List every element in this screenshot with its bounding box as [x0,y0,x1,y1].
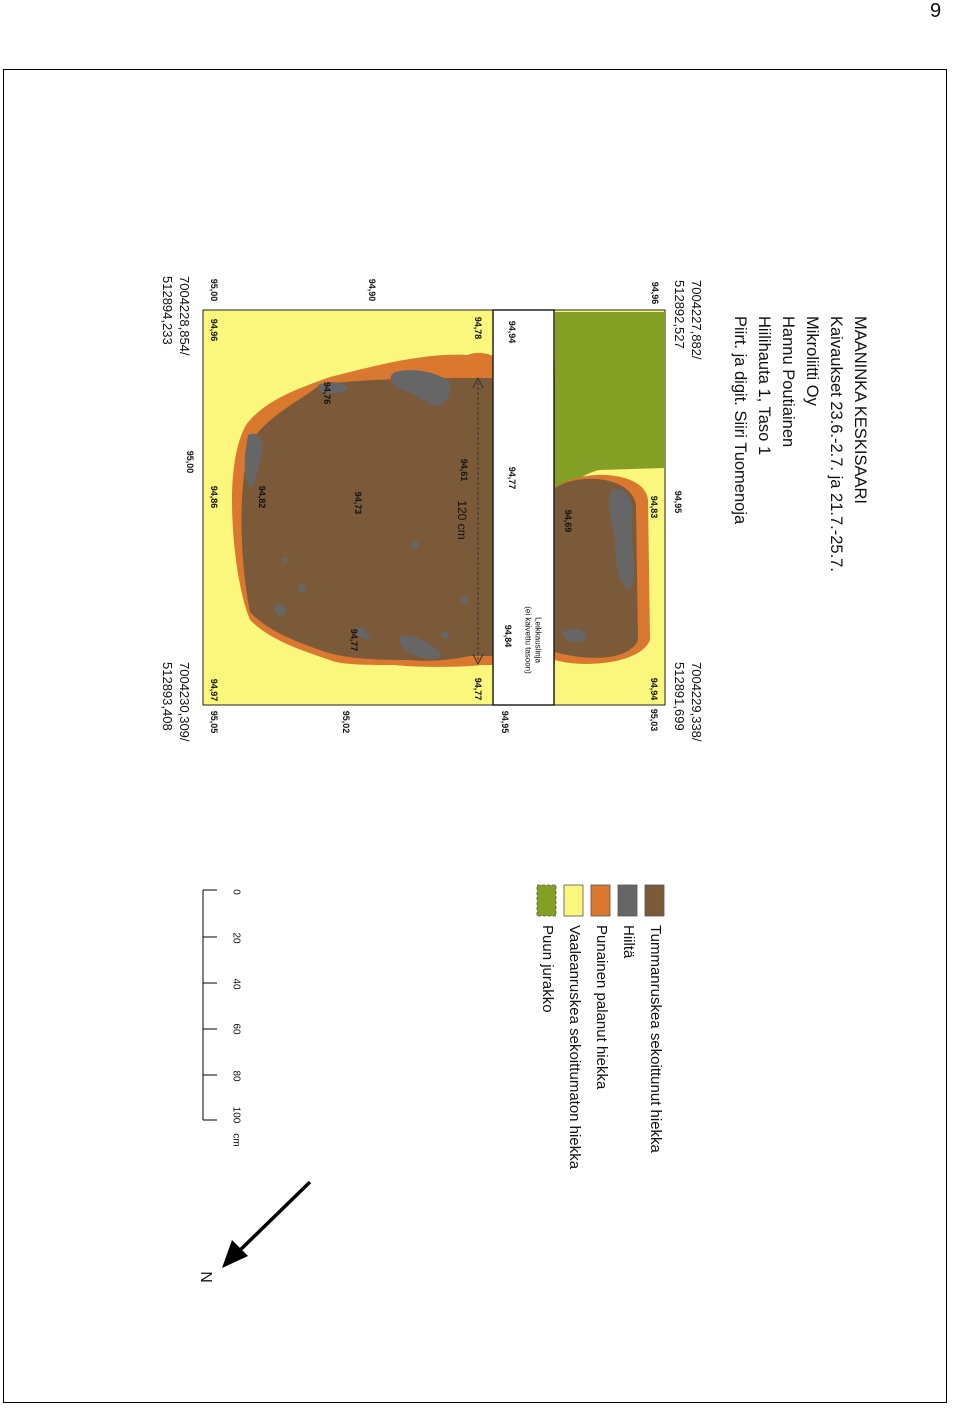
elevation-label: 94,77 [507,466,517,490]
legend-label: Tummanruskea sekoittunut hiekka [647,925,664,1153]
title-line: Hannu Poutiainen [779,316,797,448]
elevation-label: 94,96 [650,281,660,305]
elevation-label: 94,76 [322,381,332,405]
elevation-label: 94,73 [353,491,363,515]
legend-label: Punainen palanut hiekka [593,925,610,1090]
elevation-label: 94,95 [500,710,510,734]
legend-swatch-charcoal [618,885,637,916]
coordinate-top-right [671,662,705,742]
coordinate-bottom-right [159,662,193,742]
page-number: 9 [930,0,942,22]
elevation-label: 94,97 [209,678,219,702]
elevation-label: 94,61 [459,458,469,482]
section-line-note: (ei kaivettu tasoon) [523,606,533,674]
coordinate-top-left [671,280,705,360]
coordinate-line: 7004230,309/ [177,662,192,742]
title-line: Piirt. ja digit. Siiri Tuomenoja [731,316,749,525]
elevation-label: 95,00 [209,278,219,302]
scale-unit-label: cm [230,1133,242,1147]
elevation-label: 94,86 [209,485,219,509]
title-line: Kaivaukset 23.6.-2.7. ja 21.7.-25.7. [827,316,845,572]
north-label: N [197,1271,214,1283]
legend-label: Hiiltä [620,925,637,959]
elevation-label: 94,77 [473,677,483,701]
elevation-label: 95,00 [185,450,195,474]
elevation-label: 94,94 [507,320,517,344]
scale-tick-label: 40 [230,978,242,990]
legend-swatch-light-sand [564,885,583,916]
scale-tick-label: 20 [230,932,242,944]
coordinate-line: 512892,527 [672,280,687,349]
legend-swatch-burnt-sand [591,885,610,916]
coordinate-bottom-left [159,276,193,356]
elevation-label: 94,82 [257,485,267,509]
title-line: Mikroliitti Oy [803,316,821,406]
scale-bar [203,890,217,1120]
elevation-label: 94,77 [349,628,359,652]
legend-label: Vaaleanruskea sekoittumaton hiekka [566,925,583,1170]
elevation-label: 95,02 [341,710,351,734]
elevation-label: 94,84 [503,624,513,648]
north-arrow-icon [222,1182,310,1268]
legend-swatch-dark-brown [645,885,664,916]
coordinate-line: 512893,408 [160,662,175,731]
coordinate-line: 512891,699 [672,662,687,731]
legend-swatch-root [537,885,556,916]
scale-tick-label: 80 [230,1070,242,1082]
scale-tick-label: 60 [230,1023,242,1035]
title-line: Hiilihauta 1, Taso 1 [755,316,773,456]
section-line-label: Leikkauslinja [533,617,543,663]
elevation-label: 94,83 [649,495,659,519]
coordinate-line: 7004229,338/ [689,662,704,742]
coordinate-line: 7004228,854/ [177,276,192,356]
elevation-label: 94,94 [649,677,659,701]
elevation-label: 94,78 [473,316,483,340]
legend-label: Puun jurakko [539,925,556,1013]
scale-tick-label: 100 [230,1106,242,1124]
title-line: MAANINKA KESKISAARI [851,316,869,504]
elevation-label: 94,90 [367,278,377,302]
elevation-label: 94,95 [673,490,683,514]
elevation-label: 94,96 [209,318,219,342]
elevation-label: 95,03 [649,708,659,732]
scale-tick-label: 0 [230,889,242,895]
coordinate-line: 512894,233 [160,276,175,345]
coordinate-line: 7004227,882/ [689,280,704,360]
measure-label: 120 cm [455,500,469,540]
elevation-label: 94,69 [563,509,573,533]
elevation-label: 95,05 [209,710,219,734]
